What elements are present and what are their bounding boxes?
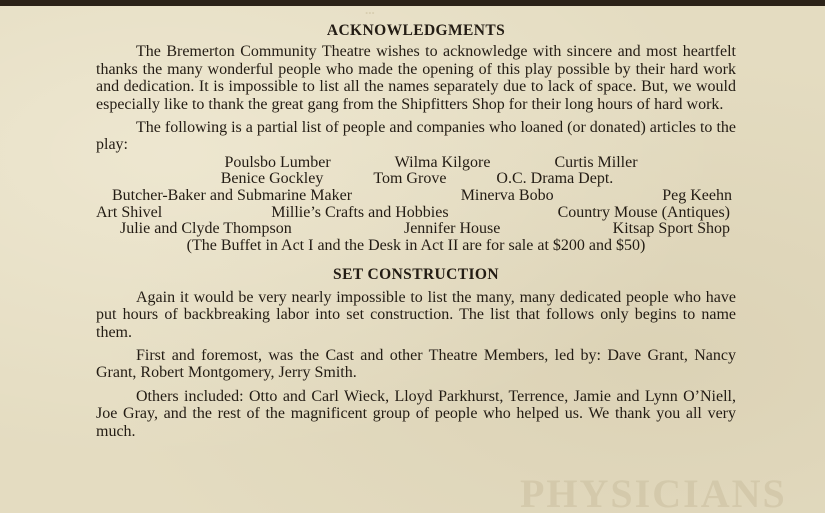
donor-name: Jennifer House (403, 220, 501, 238)
donor-name: Butcher-Baker and Submarine Maker (112, 187, 353, 205)
donor-row (112, 188, 732, 205)
donor-name: Art Shivel (96, 203, 163, 221)
donor-name: Benice Gockley (220, 170, 324, 188)
page-content (96, 22, 736, 440)
sale-note-text: (The Buffet in Act I and the Desk in Act II are for sale at $200 and $50) (186, 236, 646, 254)
donor-row (96, 155, 736, 172)
donor-row (120, 221, 730, 238)
donor-name: Tom Grove (373, 170, 447, 188)
donor-row (96, 205, 730, 222)
donor-name: Curtis Miller (554, 153, 638, 171)
donor-list (96, 155, 736, 255)
set-construction-paragraph-3: Others included: Otto and Carl Wieck, Lloyd Parkhurst, Terrence, Jamie and Lynn O’Niell, Joe Gray, and the rest of the magnificent group of people who helped us. We thank you all very much. (96, 387, 736, 440)
acknowledgments-paragraph-1: The Bremerton Community Theatre wishes to acknowledge with sincere and most heartfelt thanks the many wonderful people who made the opening of this play possible by their hard work and dedication. It is impossible to list all the names separately due to lack of space. But, we would especially like to thank the great gang from the Shipfitters Shop for their long hours of hard work. (96, 43, 736, 113)
bleed-through-text: PHYSICIANS (520, 471, 787, 513)
sale-note (96, 238, 736, 255)
donor-name: Minerva Bobo (460, 187, 554, 205)
donor-name: Peg Keehn (662, 187, 732, 205)
acknowledgments-paragraph-2: The following is a partial list of people and companies who loaned (or donated) articles to the play: (96, 119, 736, 154)
set-construction-paragraph-1: Again it would be very nearly impossible to list the many, many dedicated people who have put hours of backbreaking labor into set construction. The list that follows only begins to name them. (96, 288, 736, 341)
donor-name: Country Mouse (Antiques) (557, 203, 730, 221)
set-construction-heading: SET CONSTRUCTION (333, 266, 499, 284)
donor-name: Wilma Kilgore (394, 153, 491, 171)
donor-row (96, 171, 736, 188)
top-edge-strip (0, 0, 825, 6)
donor-name: Millie’s Crafts and Hobbies (271, 203, 449, 221)
donor-name: O.C. Drama Dept. (496, 170, 614, 188)
bleed-through-header: ... (365, 2, 375, 17)
donor-name: Kitsap Sport Shop (612, 220, 730, 238)
set-construction-paragraph-2: First and foremost, was the Cast and other Theatre Members, led by: Dave Grant, Nancy Grant, Robert Montgomery, Jerry Smith. (96, 347, 736, 382)
donor-name: Poulsbo Lumber (224, 153, 331, 171)
acknowledgments-heading: ACKNOWLEDGMENTS (326, 22, 506, 39)
donor-name: Julie and Clyde Thompson (120, 220, 292, 238)
